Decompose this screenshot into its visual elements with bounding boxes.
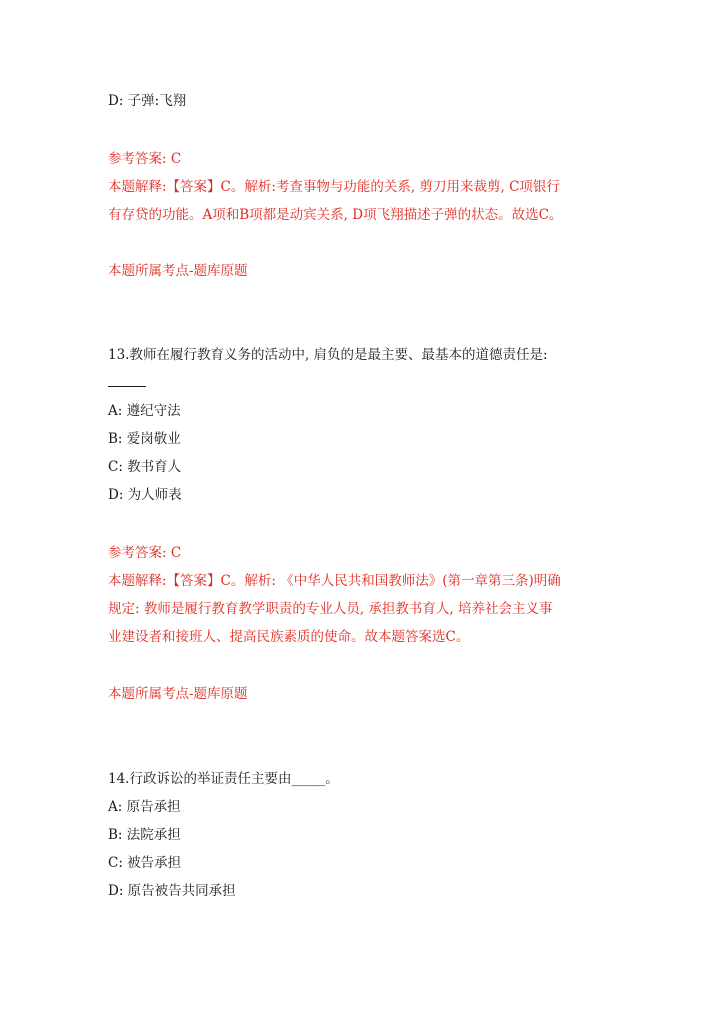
q13-answer: 参考答案: C <box>108 545 182 561</box>
q13-option-a: A: 遵纪守法 <box>108 403 181 419</box>
q12-source: 本题所属考点-题库原题 <box>108 263 248 279</box>
q13-source: 本题所属考点-题库原题 <box>108 686 248 702</box>
q14-stem <box>108 770 339 788</box>
q13-answer-blank <box>108 374 146 392</box>
q13-explanation-line2: 规定: 教师是履行教育教学职责的专业人员, 承担教书育人, 培养社会主义事 <box>108 601 553 617</box>
q13-option-b: B: 爱岗敬业 <box>108 431 181 447</box>
q12-option-d: D: 子弹:飞翔 <box>108 93 187 109</box>
q14-option-c: C: 被告承担 <box>108 855 182 871</box>
q13-explanation-line3: 业建设者和接班人、提高民族素质的使命。故本题答案选C。 <box>108 629 470 645</box>
q13-option-c: C: 教书育人 <box>108 459 182 475</box>
q12-explanation-line2: 有存贷的功能。A项和B项都是动宾关系, D项飞翔描述子弹的状态。故选C。 <box>108 207 563 223</box>
q14-stem-text: 14.行政诉讼的举证责任主要由 <box>108 771 292 787</box>
q13-option-d: D: 为人师表 <box>108 487 182 503</box>
blank-line <box>108 374 146 387</box>
q14-option-d: D: 原告被告共同承担 <box>108 883 236 899</box>
q13-explanation-line1: 本题解释:【答案】C。解析: 《中华人民共和国教师法》(第一章第三条)明确 <box>108 573 561 589</box>
q14-option-a: A: 原告承担 <box>108 799 181 815</box>
q12-explanation-line1: 本题解释:【答案】C。解析:考查事物与功能的关系, 剪刀用来裁剪, C项银行 <box>108 179 560 195</box>
q13-stem: 13.教师在履行教育义务的活动中, 肩负的是最主要、最基本的道德责任是: <box>108 347 548 363</box>
q14-stem-end: 。 <box>325 771 339 787</box>
q14-option-b: B: 法院承担 <box>108 827 181 843</box>
q12-answer: 参考答案: C <box>108 151 182 167</box>
q14-stem-blank: _____ <box>291 771 326 787</box>
